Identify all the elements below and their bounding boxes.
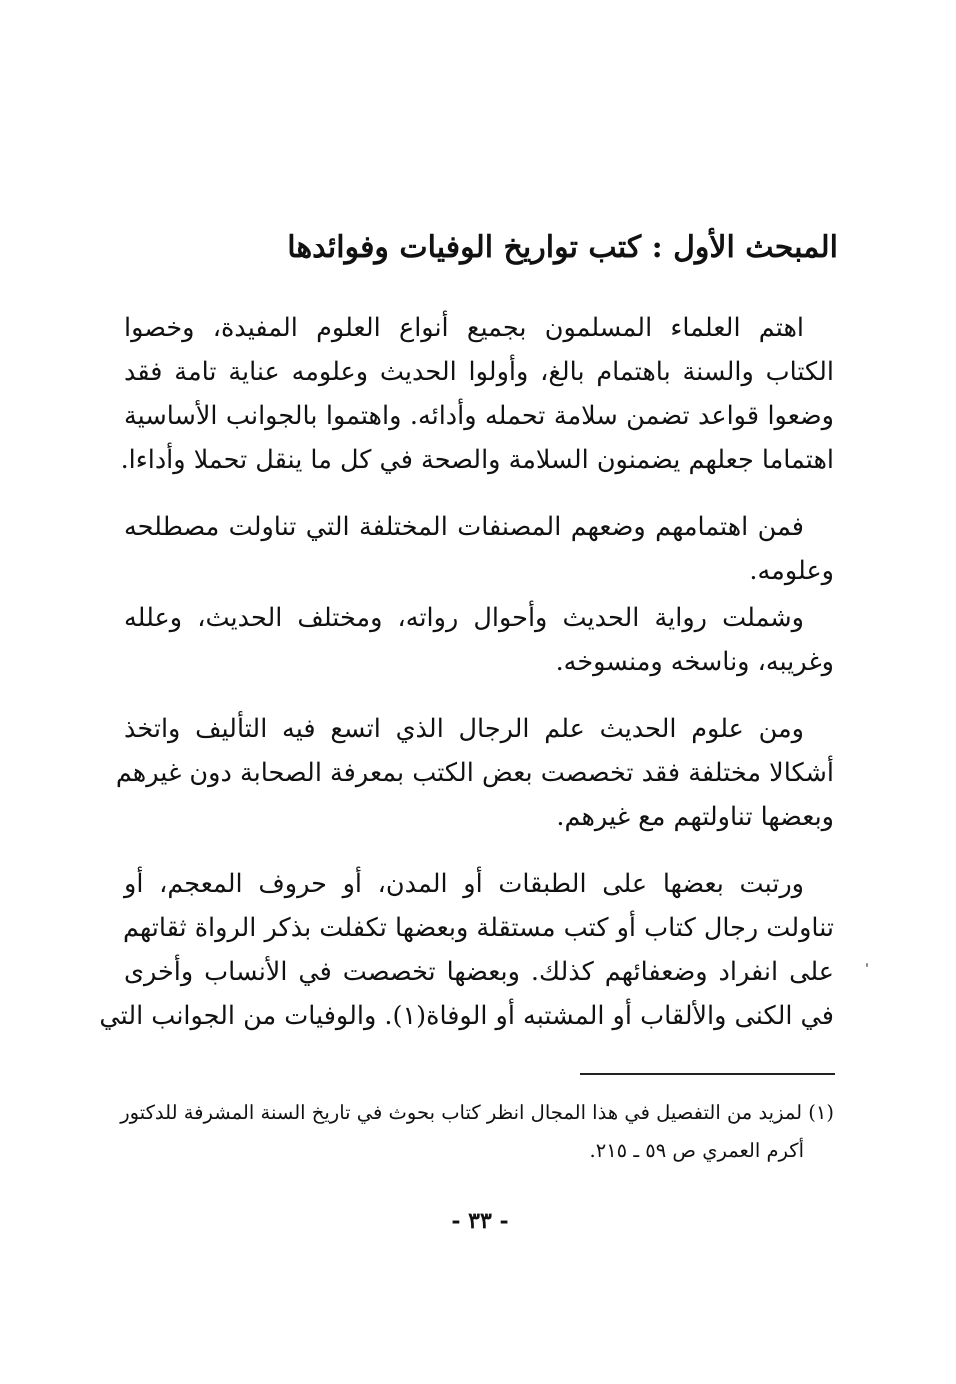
paragraph-1-line-4: اهتماما جعلهم يضمنون السلامة والصحة في كل ما ينقل تحملا وأداءا.: [120, 445, 834, 475]
paragraph-2-line-1: فمن اهتمامهم وضعهم المصنفات المختلفة التي تناولت مصطلحه: [124, 512, 804, 542]
paragraph-4-line-1: ومن علوم الحديث علم الرجال الذي اتسع فيه التأليف واتخذ: [124, 714, 804, 744]
paragraph-3-line-2: وغريبه، وناسخه ومنسوخه.: [555, 647, 834, 677]
scan-speck: [866, 963, 868, 967]
footnote-separator: [580, 1073, 835, 1075]
paragraph-5-line-4: في الكنى والألقاب أو المشتبه أو الوفاة(١). والوفيات من الجوانب التي: [99, 1001, 834, 1031]
paragraph-4-line-3: وبعضها تناولتهم مع غيرهم.: [556, 802, 834, 832]
paragraph-5-line-3: على انفراد وضعفائهم كذلك. وبعضها تخصصت في الأنساب وأخرى: [124, 957, 834, 987]
footnote-line-2: أكرم العمري ص ٥٩ ـ ٢١٥.: [589, 1139, 804, 1162]
paragraph-5-line-2: تناولت رجال كتاب أو كتب مستقلة وبعضها تكفلت بذكر الرواة ثقاتهم: [123, 913, 834, 943]
paragraph-3-line-1: وشملت رواية الحديث وأحوال رواته، ومختلف الحديث، وعلله: [124, 603, 804, 633]
paragraph-1-line-1: اهتم العلماء المسلمون بجميع أنواع العلوم المفيدة، وخصوا: [124, 313, 804, 343]
footnote-line-1: (١) لمزيد من التفصيل في هذا المجال انظر كتاب بحوث في تاريخ السنة المشرفة للدكتور: [120, 1101, 834, 1124]
paragraph-1-line-2: الكتاب والسنة باهتمام بالغ، وأولوا الحديث وعلومه عناية تامة فقد: [124, 357, 834, 387]
page-number: - ٣٣ -: [451, 1208, 509, 1234]
section-heading: المبحث الأول : كتب تواريخ الوفيات وفوائدها: [287, 230, 838, 265]
paragraph-4-line-2: أشكالا مختلفة فقد تخصصت بعض الكتب بمعرفة الصحابة دون غيرهم: [115, 758, 834, 788]
paragraph-2-line-2: وعلومه.: [749, 556, 834, 586]
paragraph-5-line-1: ورتبت بعضها على الطبقات أو المدن، أو حروف المعجم، أو: [124, 869, 804, 899]
paragraph-1-line-3: وضعوا قواعد تضمن سلامة تحمله وأدائه. واهتموا بالجوانب الأساسية: [124, 401, 834, 431]
